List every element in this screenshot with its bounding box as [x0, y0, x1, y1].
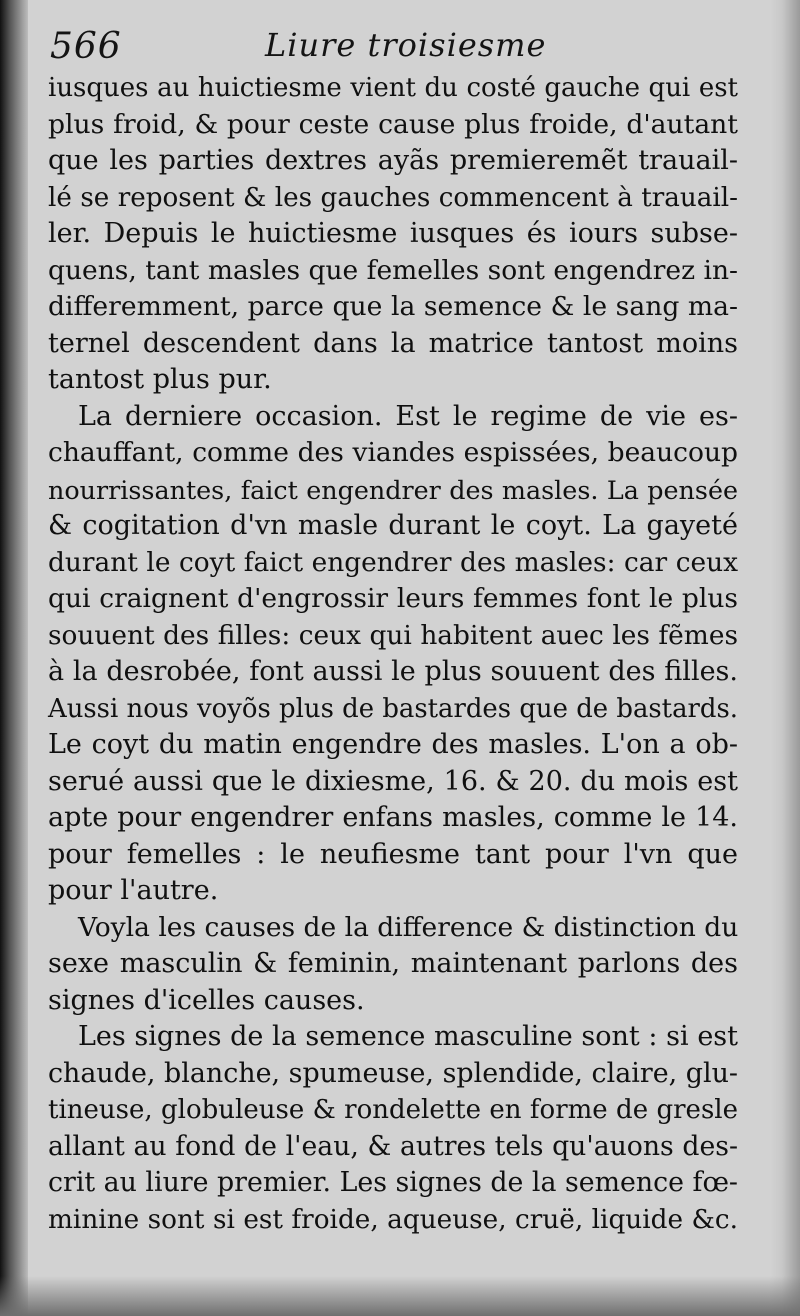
text-line: serué aussi que le dixiesme, 16. & 20. du mois est	[48, 765, 738, 797]
paragraph-2	[48, 399, 738, 910]
text-line: differemment, parce que la semence & le sang ma-	[48, 291, 738, 322]
text-line: chaude, blanche, spumeuse, splendide, claire, glu-	[48, 1057, 738, 1089]
text-line: pour l'autre.	[48, 875, 219, 906]
text-line: Voyla les causes de la difference & distinction du	[78, 911, 739, 943]
text-line: à la desrobée, font aussi le plus souuent des filles.	[48, 656, 738, 687]
text-line: que les parties dextres ayãs premieremẽt trauail-	[48, 145, 738, 176]
text-line: nourrissantes, faict engendrer des masles. La pensée	[48, 474, 738, 505]
text-line: iusques au huictiesme vient du costé gauche qui est	[48, 73, 738, 103]
text-line: crit au liure premier. Les signes de la semence fœ-	[48, 1167, 738, 1198]
text-line: & cogitation d'vn masle durant le coyt. La gayeté	[48, 510, 738, 541]
text-line: Aussi nous voyõs plus de bastardes que de bastards.	[48, 693, 738, 724]
page-header	[50, 22, 740, 72]
text-line: ler. Depuis le huictiesme iusques és iours subse-	[48, 218, 738, 249]
text-line: durant le coyt faict engendrer des masles: car ceux	[48, 546, 738, 578]
text-line: sexe masculin & feminin, maintenant parlons des	[48, 948, 738, 979]
text-line: Les signes de la semence masculine sont : si est	[78, 1021, 738, 1052]
paragraph-4	[48, 1019, 738, 1238]
text-line: chauffant, comme des viandes espissées, beaucoup	[48, 437, 738, 468]
text-line: signes d'icelles causes.	[48, 984, 365, 1016]
text-line: minine sont si est froide, aqueuse, cruë, liquide &c.	[48, 1204, 738, 1235]
spine-shadow	[0, 0, 28, 1316]
text-line: lé se reposent & les gauches commencent à trauail-	[48, 182, 738, 213]
text-line: plus froid, & pour ceste cause plus froide, d'autant	[48, 108, 738, 140]
text-line: Le coyt du matin engendre des masles. L'on a ob-	[48, 729, 738, 760]
text-line: apte pour engendrer enfans masles, comme le 14.	[48, 802, 738, 833]
text-line: souuent des filles: ceux qui habitent auec les fẽmes	[48, 619, 738, 651]
text-line: quens, tant masles que femelles sont engendrez in-	[48, 254, 738, 286]
running-head: Liure troisiesme	[265, 26, 547, 64]
page-bottom-shadow	[0, 1276, 800, 1316]
paragraph-1	[48, 70, 738, 399]
text-line: allant au fond de l'eau, & autres tels qu'auons des-	[48, 1130, 738, 1162]
text-line: tineuse, globuleuse & rondelette en forme de gresle	[48, 1095, 738, 1125]
text-line: tantost plus pur.	[48, 364, 272, 395]
page-number: 566	[50, 26, 122, 67]
page-edge-shadow	[770, 0, 800, 1316]
text-line: ternel descendent dans la matrice tantost moins	[48, 327, 738, 359]
text-line: qui craignent d'engrossir leurs femmes font le plus	[48, 583, 738, 614]
text-line: pour femelles : le neufiesme tant pour l'vn que	[48, 838, 738, 870]
text-line: La derniere occasion. Est le regime de vie es-	[78, 400, 738, 432]
body-text	[48, 70, 738, 1238]
paragraph-3	[48, 910, 738, 1020]
